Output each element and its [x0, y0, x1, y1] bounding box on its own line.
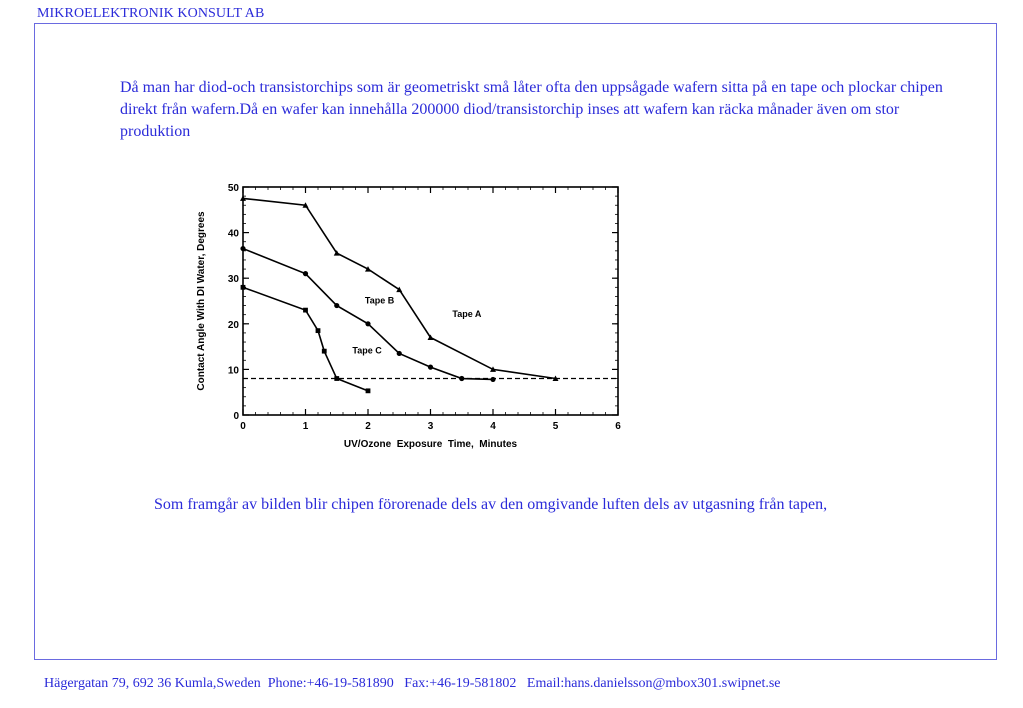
series-label-3: Tape C	[352, 345, 382, 356]
x-tick-label: 4	[490, 421, 496, 432]
x-tick-label: 6	[615, 421, 621, 432]
x-tick-label: 0	[240, 421, 246, 432]
y-tick-label: 10	[227, 365, 239, 377]
series-point-tape-c	[316, 328, 321, 333]
y-tick-label: 50	[227, 183, 239, 194]
series-point-tape-b	[490, 377, 495, 382]
x-tick-label: 2	[365, 421, 371, 432]
series-point-tape-c	[322, 349, 327, 354]
contact-angle-chart	[185, 175, 635, 460]
conclusion-paragraph: Som framgår av bilden blir chipen förorenade dels av den omgivande luften dels av utgasning från tapen,	[154, 496, 828, 513]
y-tick-label: 20	[227, 319, 239, 331]
intro-paragraph: Då man har diod-och transistorchips som är geometriskt små låter ofta den uppsågade wafern sitta på en tape och plockar chipen direkt från wafern.Då en wafer kan innehålla 200000 diod/transistorchip inses att wafern kan räcka månader även om stor produktion	[120, 79, 943, 140]
y-tick-label: 40	[227, 228, 239, 240]
chart-series	[240, 195, 559, 393]
x-tick-label: 5	[552, 421, 559, 432]
series-point-tape-b	[334, 303, 339, 308]
series-point-tape-c	[303, 308, 308, 313]
series-line-3	[243, 287, 368, 391]
series-point-tape-c	[366, 388, 371, 393]
series-label-1: Tape A	[452, 308, 482, 319]
company-header: MIKROELEKTRONIK KONSULT AB	[37, 6, 265, 21]
chart-labels	[352, 295, 482, 355]
y-tick-label: 0	[233, 411, 239, 422]
series-point-tape-b	[428, 365, 433, 370]
chart-axes	[196, 183, 621, 450]
footer-contact: Hägergatan 79, 692 36 Kumla,Sweden Phone:+46-19-581890 Fax:+46-19-581802 Email:hans.danielsson@mbox301.swipnet.se	[44, 676, 781, 691]
plot-frame	[243, 187, 618, 415]
series-point-tape-c	[334, 376, 339, 381]
x-axis-label: UV/Ozone Exposure Time, Minutes	[343, 439, 518, 450]
series-point-tape-b	[303, 271, 308, 276]
x-tick-label: 3	[427, 421, 434, 432]
series-label-2: Tape B	[364, 295, 395, 306]
series-point-tape-b	[365, 321, 370, 326]
series-point-tape-b	[240, 246, 245, 251]
y-tick-label: 30	[227, 274, 239, 286]
series-point-tape-c	[241, 285, 246, 290]
x-tick-label: 1	[302, 421, 309, 432]
y-axis-label: Contact Angle With DI Water, Degrees	[196, 211, 207, 391]
series-point-tape-b	[459, 376, 464, 381]
chart-svg	[185, 175, 635, 460]
series-point-tape-b	[397, 351, 402, 356]
